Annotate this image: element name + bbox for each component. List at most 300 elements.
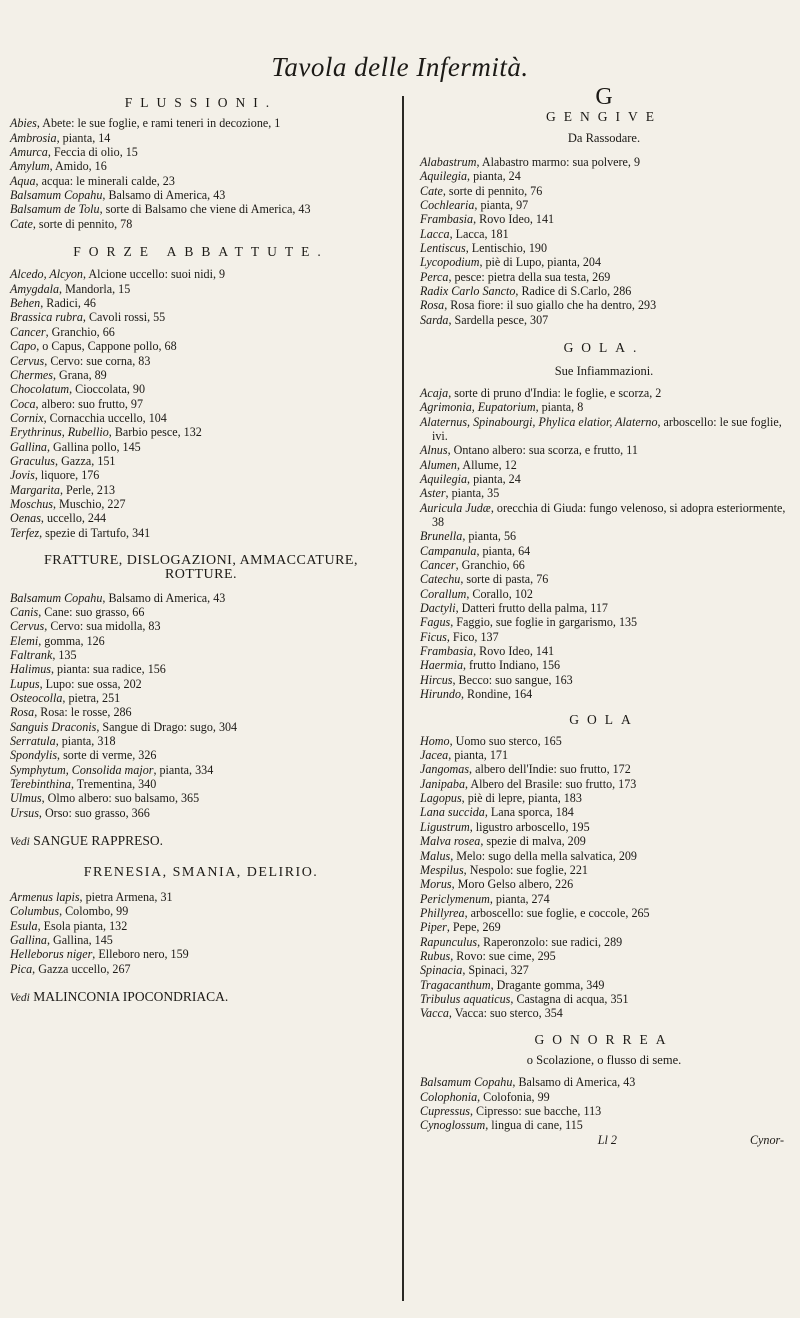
list-gola-1 [420, 386, 788, 702]
entry-term: Symphytum, Consolida major [10, 762, 154, 777]
entry-text: , Balsamo di America, 43 [512, 1075, 636, 1090]
section-header-gola-1: GOLA. [563, 340, 645, 356]
entry-text: , Abete: le sue foglie, e rami teneri in decozione, 1 [36, 116, 281, 131]
entry-text: , Melo: sugo della mella salvatica, 209 [450, 848, 637, 863]
entry-term: Lentiscus [420, 241, 466, 256]
entry-text: , Elleboro nero, 159 [92, 947, 189, 962]
list-fratture [10, 591, 392, 821]
entry-text: , Corallo, 102 [466, 586, 533, 601]
index-entry [10, 159, 392, 173]
entry-term: Catechu [420, 572, 461, 587]
entry-text: , pietra Armena, 31 [79, 889, 173, 904]
index-entry [10, 174, 392, 188]
entry-term: Moschus [10, 496, 53, 511]
entry-text: , Olmo albero: suo balsamo, 365 [41, 791, 200, 806]
index-entry [10, 296, 392, 310]
entry-text: , Grana, 89 [53, 367, 107, 382]
entry-term: Coca [10, 396, 36, 411]
index-entry [10, 705, 392, 719]
list-gola-2 [420, 734, 788, 1021]
letter-heading: G [595, 84, 613, 110]
entry-text: , Lana sporca, 184 [484, 805, 574, 820]
entry-text: , Muschio, 227 [53, 496, 126, 511]
entry-term: Lagopus [420, 791, 462, 806]
entry-text: , pianta, 97 [474, 198, 529, 213]
index-entry [420, 892, 788, 906]
entry-text: , Ontano albero: sua scorza, e frutto, 11 [447, 443, 638, 458]
entry-term: Acaja [420, 385, 449, 400]
entry-term: Jacea [420, 748, 449, 763]
index-entry [10, 145, 392, 159]
section-sub-gola-1: Sue Infiammazioni. [554, 363, 654, 378]
entry-term: Alnus [420, 443, 448, 458]
entry-text: , Radice di S.Carlo, 286 [515, 284, 632, 299]
index-entry [10, 354, 392, 368]
index-entry [420, 630, 788, 644]
index-entry [420, 935, 788, 949]
entry-term: Jangomas [420, 762, 470, 777]
index-entry [420, 270, 788, 284]
entry-text: , Becco: suo sangue, 163 [452, 672, 573, 687]
entry-text: , pianta, 64 [476, 543, 531, 558]
entry-text: , Sardella pesce, 307 [448, 312, 549, 327]
entry-text: , Dragante gomma, 349 [490, 977, 605, 992]
index-entry [420, 529, 788, 543]
section-sub-gengive: Da Rassodare. [567, 130, 641, 145]
entry-text: , Vacca: suo sterco, 354 [448, 1006, 563, 1021]
index-entry [10, 425, 392, 439]
entry-term: Ficus [420, 629, 447, 644]
entry-text: , Moro Gelso albero, 226 [451, 877, 574, 892]
list-frenesia [10, 890, 392, 976]
entry-text: , Allume, 12 [456, 457, 517, 472]
entry-text: , arboscello: le sue foglie, ivi. [432, 414, 782, 443]
entry-text: , acqua: le minerali calde, 23 [35, 173, 175, 188]
entry-term: Mespilus [420, 862, 464, 877]
page-title: Tavola delle Infermità. [271, 52, 529, 82]
entry-text: , lingua di cane, 115 [485, 1118, 583, 1133]
entry-text: , Balsamo di America, 43 [102, 590, 226, 605]
entry-term: Serratula [10, 734, 56, 749]
entry-term: Pica [10, 961, 33, 976]
entry-text: , Rosa fiore: il suo giallo che ha dentro, 293 [444, 298, 657, 313]
entry-text: , Lupo: sue ossa, 202 [39, 676, 142, 691]
index-entry [420, 877, 788, 891]
entry-text: , Mandorla, 15 [59, 281, 131, 296]
entry-term: Capo [10, 339, 37, 354]
entry-term: Aqua [10, 173, 36, 188]
entry-term: Margarita [10, 482, 60, 497]
index-entry [10, 116, 392, 130]
entry-text: , Cornacchia uccello, 104 [43, 410, 167, 425]
entry-term: Columbus [10, 904, 60, 919]
entry-text: , Feccia di olio, 15 [47, 145, 138, 160]
section-header-gonorrea: GONORREA [534, 1031, 674, 1047]
entry-term: Rubus [420, 948, 451, 963]
index-entry [420, 863, 788, 877]
entry-text: , Alabastro marmo: sua polvere, 9 [476, 155, 641, 170]
index-entry [10, 662, 392, 676]
index-entry [420, 601, 788, 615]
entry-term: Auricula Judæ [420, 500, 491, 515]
entry-term: Cupressus [420, 1104, 470, 1118]
index-entry [10, 483, 392, 497]
index-entry [420, 644, 788, 658]
section-header-frenesia: FRENESIA, SMANIA, DELIRIO. [83, 864, 319, 880]
entry-text: , sorte di verme, 326 [57, 748, 157, 763]
entry-term: Cate [420, 183, 443, 198]
index-entry [10, 468, 392, 482]
index-entry [420, 777, 788, 791]
list-forze [10, 267, 392, 540]
index-entry [10, 310, 392, 324]
entry-term: Balsamum de Tolu [10, 202, 100, 217]
index-entry [10, 734, 392, 748]
entry-term: Cervus [10, 619, 45, 634]
index-entry [420, 791, 788, 805]
entry-term: Alumen [420, 457, 457, 472]
index-entry [420, 1090, 788, 1104]
index-entry [10, 440, 392, 454]
index-entry [420, 313, 788, 327]
index-entry [420, 748, 788, 762]
entry-term: Agrimonia, Eupatorium [420, 400, 536, 415]
entry-text: , uccello, 244 [40, 511, 107, 526]
entry-term: Spinacia [420, 963, 463, 978]
index-entry [420, 386, 788, 400]
entry-text: , Cane: suo grasso, 66 [38, 605, 145, 619]
entry-term: Behen [10, 296, 41, 311]
entry-term: Lacca [420, 226, 450, 241]
index-entry [10, 339, 392, 353]
index-entry [420, 169, 788, 183]
section-header-gengive: GENGIVE [546, 109, 662, 125]
entry-text: , Gazza uccello, 267 [32, 961, 131, 976]
index-entry [420, 255, 788, 269]
index-entry [420, 1075, 788, 1089]
entry-text: , Colombo, 99 [59, 904, 129, 919]
index-entry [420, 673, 788, 687]
entry-text: , sorte di pruno d'India: le foglie, e scorza, 2 [448, 385, 662, 400]
index-entry [10, 691, 392, 705]
index-entry [420, 227, 788, 241]
entry-term: Canis [10, 605, 39, 619]
left-column [10, 96, 392, 1005]
index-entry [10, 919, 392, 933]
list-flussioni [10, 116, 392, 231]
entry-term: Corallum [420, 586, 467, 601]
entry-text: , Datteri frutto della palma, 117 [455, 601, 608, 615]
entry-term: Balsamum Copahu [10, 188, 103, 203]
entry-text: , Gallina, 145 [46, 932, 113, 947]
index-entry [420, 443, 788, 457]
signature-mark: Ll 2 [597, 1132, 617, 1147]
entry-text: , pianta, 24 [467, 169, 521, 184]
index-entry [10, 720, 392, 734]
entry-term: Lana succida [420, 805, 485, 820]
vedi-target: MALINCONIA IPOCONDRIACA. [33, 988, 229, 1004]
entry-text: , Gazza, 151 [55, 453, 116, 468]
entry-term: Abies [10, 116, 37, 131]
entry-text: , sorte di pennito, 78 [32, 216, 133, 231]
catchword: Cynor- [749, 1132, 784, 1147]
entry-text: , Perle, 213 [59, 482, 116, 497]
entry-term: Colophonia [420, 1089, 478, 1104]
entry-term: Jovis [10, 468, 35, 483]
index-entry [10, 619, 392, 633]
entry-text: , albero: suo frutto, 97 [35, 396, 144, 411]
entry-term: Aster [420, 486, 446, 501]
entry-term: Cornix [10, 410, 44, 425]
entry-text: , pianta, 274 [489, 891, 550, 906]
entry-text: , pianta, 35 [445, 486, 500, 501]
entry-text: , Cipresso: sue bacche, 113 [469, 1104, 602, 1118]
entry-term: Radix Carlo Sancto [420, 284, 516, 299]
entry-text: , Rovo Ideo, 141 [473, 644, 555, 659]
entry-text: , Trementina, 340 [70, 777, 157, 792]
entry-term: Chermes [10, 367, 53, 382]
entry-text: , ligustro arboscello, 195 [469, 819, 590, 834]
index-entry [420, 572, 788, 586]
entry-term: Haermia [420, 658, 463, 673]
entry-text: , Cioccolata, 90 [69, 382, 146, 397]
entry-term: Armenus lapis [10, 889, 80, 904]
entry-text: , Orso: suo grasso, 366 [38, 805, 150, 820]
entry-term: Gallina [10, 439, 47, 454]
entry-term: Ambrosia [10, 130, 57, 145]
index-entry [10, 368, 392, 382]
entry-text: , Lacca, 181 [449, 226, 509, 241]
entry-text: , pianta, 24 [467, 471, 521, 486]
entry-term: Ursus [10, 805, 39, 820]
entry-term: Morus [420, 877, 452, 892]
entry-text: , pianta, 8 [535, 400, 584, 415]
entry-text: , Colofonia, 99 [477, 1089, 550, 1104]
entry-text: , orecchia di Giuda: fungo velenoso, si adopra esteriormente, 38 [432, 500, 786, 529]
index-entry [420, 558, 788, 572]
section-sub-gonorrea: o Scolazione, o flusso di seme. [526, 1052, 682, 1067]
entry-term: Alabastrum [420, 155, 477, 170]
index-entry [420, 658, 788, 672]
entry-text: , Rovo Ideo, 141 [473, 212, 555, 227]
entry-term: Janipaba [420, 776, 466, 791]
index-entry [420, 963, 788, 977]
index-entry [420, 1104, 788, 1118]
entry-term: Sanguis Draconis [10, 719, 97, 734]
index-entry [10, 904, 392, 918]
index-entry [420, 920, 788, 934]
entry-term: Frambasia [420, 644, 474, 659]
entry-term: Brunella [420, 529, 463, 544]
entry-text: , Spinaci, 327 [462, 963, 529, 978]
index-entry [420, 198, 788, 212]
index-entry [420, 486, 788, 500]
vedi-label: Vedi [10, 836, 30, 849]
index-entry [420, 978, 788, 992]
entry-term: Ulmus [10, 791, 42, 806]
section-header-gola-2: GOLA [569, 712, 639, 728]
entry-text: , Granchio, 66 [45, 324, 115, 339]
entry-term: Lupus [10, 676, 40, 691]
entry-term: Dactyli [420, 601, 456, 615]
entry-text: , frutto Indiano, 156 [463, 658, 561, 673]
entry-term: Alcedo, Alcyon [10, 267, 83, 282]
index-entry [420, 184, 788, 198]
index-entry [10, 454, 392, 468]
entry-term: Hirundo [420, 687, 461, 702]
index-entry [10, 591, 392, 605]
right-column [420, 84, 788, 1147]
entry-text: , Fico, 137 [446, 629, 499, 644]
entry-text: , pianta, 14 [56, 130, 111, 145]
entry-text: , pianta, 171 [448, 748, 508, 763]
entry-text: , gomma, 126 [38, 633, 105, 648]
entry-term: Oenas [10, 511, 41, 526]
entry-text: , Alcione uccello: suoi nidi, 9 [82, 267, 226, 282]
entry-term: Rosa [10, 705, 35, 720]
list-gonorrea [420, 1075, 788, 1132]
entry-term: Periclymenum [420, 891, 490, 906]
entry-text: , o Capus, Cappone pollo, 68 [36, 339, 177, 354]
entry-term: Aquilegia [420, 169, 468, 184]
section-header-forze: FORZE ABBATTUTE. [73, 244, 329, 260]
entry-text: , Balsamo di America, 43 [102, 188, 226, 203]
index-entry [10, 282, 392, 296]
entry-term: Frambasia [420, 212, 474, 227]
vedi-malinconia [10, 990, 392, 1005]
index-entry [420, 472, 788, 486]
entry-term: Brassica rubra [10, 310, 83, 325]
entry-term: Amurca [10, 145, 48, 160]
entry-text: , Cervo: sue corna, 83 [44, 353, 151, 368]
index-entry [10, 526, 392, 540]
index-entry [10, 791, 392, 805]
entry-text: , pianta: sua radice, 156 [51, 662, 166, 677]
index-entry [420, 298, 788, 312]
index-entry [10, 677, 392, 691]
index-entry [420, 949, 788, 963]
entry-term: Halimus [10, 662, 51, 677]
entry-term: Amygdala [10, 281, 60, 296]
entry-term: Cynoglossum [420, 1118, 486, 1133]
index-entry [420, 400, 788, 414]
entry-term: Malus [420, 848, 451, 863]
index-entry [420, 241, 788, 255]
index-entry [10, 325, 392, 339]
index-entry [10, 763, 392, 777]
entry-text: , albero dell'Indie: suo frutto, 172 [469, 762, 631, 777]
entry-text: , Barbio pesce, 132 [108, 425, 202, 440]
index-entry [420, 906, 788, 920]
entry-text: , Nespolo: sue foglie, 221 [463, 862, 588, 877]
index-entry [10, 382, 392, 396]
index-entry [10, 933, 392, 947]
vedi-label: Vedi [10, 991, 30, 1004]
entry-text: , Castagna di acqua, 351 [510, 991, 629, 1006]
index-entry [420, 834, 788, 848]
index-entry [10, 511, 392, 525]
entry-term: Graculus [10, 453, 56, 468]
entry-text: , Granchio, 66 [455, 557, 525, 572]
index-entry [10, 397, 392, 411]
index-entry [420, 992, 788, 1006]
entry-text: , Esola pianta, 132 [37, 918, 128, 933]
entry-term: Faltrank [10, 648, 53, 663]
index-entry [420, 615, 788, 629]
entry-term: Amylum [10, 159, 50, 174]
index-entry [10, 202, 392, 216]
entry-text: , pianta, 334 [153, 762, 214, 777]
entry-text: , Faggio, sue foglie in gargarismo, 135 [450, 615, 638, 630]
index-entry [420, 1006, 788, 1020]
entry-term: Chocolatum [10, 382, 70, 397]
entry-term: Phillyrea [420, 905, 465, 920]
entry-term: Cancer [420, 557, 456, 572]
index-entry [420, 587, 788, 601]
entry-term: Terfez [10, 525, 40, 540]
entry-term: Cervus [10, 353, 45, 368]
entry-text: , Cavoli rossi, 55 [82, 310, 166, 325]
entry-text: , Rondine, 164 [461, 687, 533, 702]
index-entry [420, 415, 788, 444]
entry-term: Hircus [420, 672, 453, 687]
entry-text: , Raperonzolo: sue radici, 289 [477, 934, 623, 949]
entry-term: Sarda [420, 312, 449, 327]
index-entry [420, 820, 788, 834]
entry-text: , spezie di malva, 209 [480, 834, 586, 849]
index-entry [420, 458, 788, 472]
entry-term: Cancer [10, 324, 46, 339]
entry-term: Rapunculus [420, 934, 478, 949]
entry-term: Esula [10, 918, 38, 933]
index-entry [10, 947, 392, 961]
index-entry [10, 890, 392, 904]
entry-term: Spondylis [10, 748, 58, 763]
entry-text: , Gallina pollo, 145 [46, 439, 141, 454]
index-entry [420, 734, 788, 748]
entry-text: , piè di lepre, pianta, 183 [461, 791, 582, 806]
vedi-target: SANGUE RAPPRESO. [33, 833, 163, 849]
index-entry [10, 411, 392, 425]
page-footer [420, 1133, 788, 1147]
index-entry [10, 267, 392, 281]
entry-text: , Radici, 46 [40, 296, 96, 311]
index-entry [10, 962, 392, 976]
list-gengive [420, 155, 788, 327]
index-entry [420, 762, 788, 776]
entry-text: , sorte di Balsamo che viene di America, 43 [99, 202, 311, 217]
entry-term: Osteocolla [10, 691, 63, 706]
entry-term: Gallina [10, 932, 47, 947]
index-entry [10, 217, 392, 231]
index-entry [10, 777, 392, 791]
index-entry [420, 155, 788, 169]
index-entry [420, 1118, 788, 1132]
entry-text: , pianta, 56 [462, 529, 517, 544]
entry-text: , 135 [52, 648, 77, 663]
index-entry [420, 284, 788, 298]
entry-term: Erythrinus, Rubellio [10, 425, 109, 440]
entry-text: , Amido, 16 [49, 159, 107, 174]
entry-text: , Uomo suo sterco, 165 [449, 733, 562, 748]
index-entry [10, 605, 392, 619]
entry-text: , sorte di pasta, 76 [460, 572, 549, 587]
entry-term: Cate [10, 216, 33, 231]
entry-term: Piper [420, 920, 447, 935]
index-entry [420, 544, 788, 558]
index-entry [10, 131, 392, 145]
entry-term: Lycopodium [420, 255, 480, 270]
